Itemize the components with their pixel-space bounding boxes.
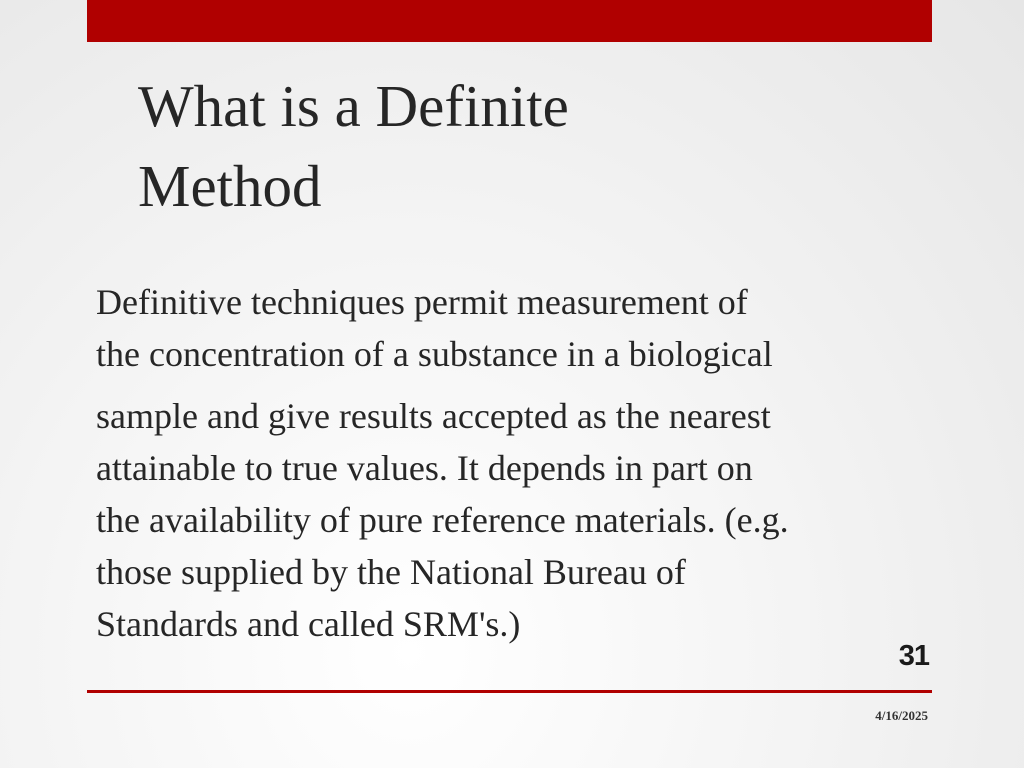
body-line-4: attainable to true values. It depends in part on — [96, 448, 753, 488]
slide-title-line-1: What is a Definite — [138, 73, 569, 139]
top-accent-band — [87, 0, 932, 42]
slide-title-line-2: Method — [138, 153, 322, 219]
body-line-1: Definitive techniques permit measurement of — [96, 282, 748, 322]
slide-title — [138, 66, 838, 226]
body-line-3: sample and give results accepted as the nearest — [96, 396, 771, 436]
slide-body — [96, 276, 936, 650]
body-line-2: the concentration of a substance in a biological — [96, 334, 773, 374]
body-line-5: the availability of pure reference materials. (e.g. — [96, 500, 789, 540]
body-line-7: Standards and called SRM's.) — [96, 604, 521, 644]
body-line-6: those supplied by the National Bureau of — [96, 552, 686, 592]
slide-date: 4/16/2025 — [875, 708, 928, 723]
slide-number: 31 — [898, 640, 929, 672]
footer-divider — [87, 690, 932, 693]
